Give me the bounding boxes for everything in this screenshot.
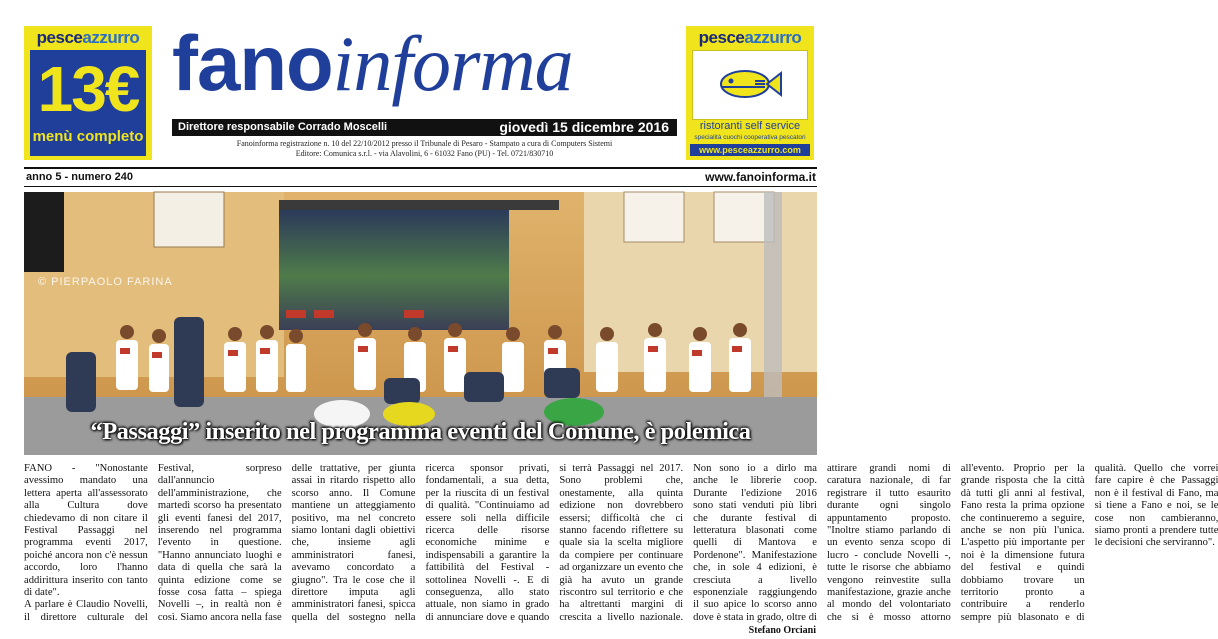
issue-number: anno 5 - numero 240: [26, 171, 133, 183]
issue-date: giovedì 15 dicembre 2016: [499, 119, 669, 135]
ad-price: 13€: [37, 53, 139, 125]
lead-photo: [24, 192, 817, 455]
publisher-line: Editore: Comunica s.r.l. - via Alavolini, 6 - 61032 Fano (PU) - Tel. 0721/830710: [295, 149, 554, 158]
logo-part1: fano: [172, 19, 333, 107]
logo-part2: informa: [332, 20, 573, 107]
article-author: Stefano Orciani: [745, 625, 816, 636]
article-paragraph: A parlare è Claudio Novelli, il direttore culturale del Festival, sorpreso dall'annuncio dell'amministrazione, che martedì scorso ha presentato gli eventi fanesi del 2017, inserendo nel programma l'evento in questione. "Hanno annunciato luoghi e data di quella che sarà la quinta edizione come se fosse cosa fatta – spiega Novelli –, in realtà non è così. Siamo ancora nella fase delle trattative, per giunta assai in ritardo rispetto allo scorso anno. Il Comune mantiene un atteggiamento positivo, ma nel concreto siamo lontani dagli obiettivi che, insieme agli amministratori fanesi, avevamo concordato a giugno". Tra le cose che il direttore imputa agli amministratori fanesi, spicca quella del sostegno nella ricerca sponsor privati, fondamentali, a sua detta, per la riuscita di un festival di qualità. "Continuiamo ad essere soli nella difficile ricerca delle risorse economiche minime e indispensabili a garantire la fattibilità del Festival - sottolinea Novelli -. E di conseguenza, allo stato attuale, non siamo in grado di annunciare dove e quando si terrà Passaggi nel 2017. Sono problemi che, onestamente, alla quinta edizione non dovrebbero essersi; difficoltà che ci stanno facendo riflettere su quale sia la scelta migliore da compiere per continuare ad organizzare un evento che già ha avuto un grande riscontro sul territorio e che ha altrettanti margini di crescita a livello nazionale. Non sono io a dirlo ma anche le librerie coop. Durante l'edizione 2016 sono stati venduti più libri che durante festival di letteratura blasonati come quelli di Mantova e Pordenone". Manifestazione che, in sole 4 edizioni, è cresciuta a livello esponenziale raggiungendo il suo apice lo scorso anno dove è stata in grado, oltre di attirare grandi nomi di caratura nazionale, di far registrare il tutto esaurito durante ogni singolo appuntamento proposto. "Inoltre stiamo parlando di un evento senza scopo di lucro - conclude Novelli -, tutte le risorse che abbiamo vengono reinvestite sulla manifestazione, grazie anche al mondo del volontariato che si è mosso attorno all'evento. Proprio per la grande risposta che la città dà tutti gli anni al festival, Fano resta la prima opzione che continueremo a seguire, anche se non più l'unica. L'aspetto più importante per noi è la dimensione futura del festival e quindi dobbiamo trovare un territorio pronto a contribuire a renderlo sempre più blasonato e di qualità. Quello che vorrei fare capire è che Passaggi non è il festival di Fano, ma si tiene a Fano e noi, se le cose non cambieranno, siamo pronti a prendere tutte le decisioni che serviranno".: [24, 463, 1218, 623]
info-bar: [172, 119, 677, 136]
fish-fork-icon: [715, 61, 787, 107]
ad-pesceazzurro-menu[interactable]: [24, 26, 152, 160]
ad-website-link[interactable]: www.pesceazzurro.com: [690, 144, 810, 156]
ad-tagline: ristoranti self service: [699, 120, 801, 132]
ad-subtagline: specialità cuochi cooperativa pescatori: [694, 134, 806, 141]
divider-top: [24, 167, 817, 169]
ad-brand-part1: pesce: [698, 28, 745, 47]
ad-menu-label: menù completo: [32, 128, 144, 145]
ad-brand-part1: pesce: [36, 28, 83, 47]
newspaper-logo: [172, 18, 573, 109]
ad-pesceazzurro-restaurants[interactable]: [686, 26, 814, 160]
article-lead-paragraph: FANO - "Nonostante avessimo mandato una lettera aperta all'assessorato alla Cultura dove chiedevamo di non citare il Festival Passaggi nel programma eventi 2017, poiché ancora non c'è nessun accordo, loro l'hanno addirittura inserito con tanto di date".: [24, 463, 148, 599]
ad-fish-panel: [692, 50, 808, 120]
ad-price-panel: [30, 50, 146, 156]
ad-brand-part2: azzurro: [744, 28, 802, 47]
director-line: Direttore responsabile Corrado Moscelli: [178, 121, 388, 133]
website-link[interactable]: www.fanoinforma.it: [705, 170, 816, 184]
photo-credit-watermark: © PIERPAOLO FARINA: [38, 276, 173, 288]
ad-brand: [24, 28, 152, 48]
ad-brand: [686, 28, 814, 48]
ad-brand-part2: azzurro: [82, 28, 140, 47]
main-headline: “Passaggi” inserito nel programma eventi del Comune, è polemica: [90, 418, 751, 445]
divider-bottom: [24, 186, 817, 187]
registration-line: Fanoinforma registrazione n. 10 del 22/10/2012 presso il Tribunale di Pesaro - Stampato a cura di Computers Sistemi: [236, 139, 613, 148]
article-body: [24, 463, 1218, 633]
stage-photo-illustration: [24, 192, 817, 455]
